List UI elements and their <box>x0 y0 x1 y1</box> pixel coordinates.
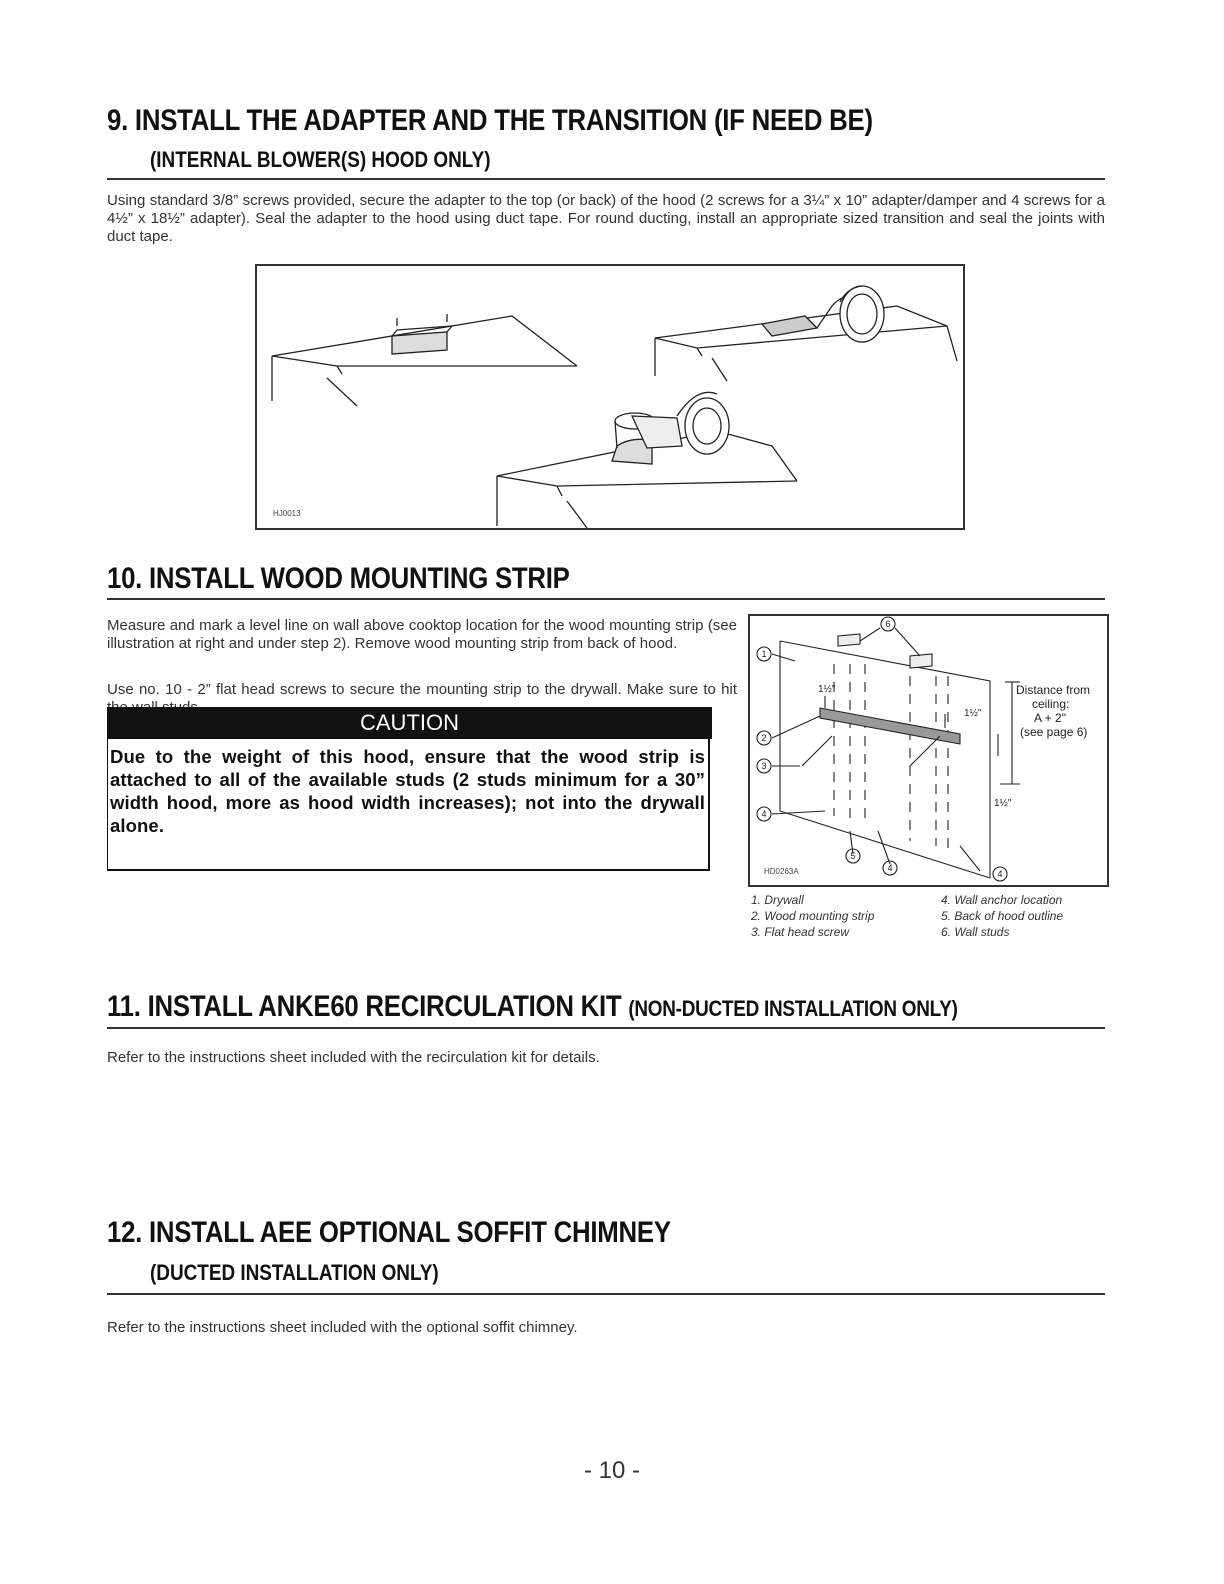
dim-1-5-bottom: 1½" <box>994 798 1012 809</box>
section-10-title: 10. INSTALL WOOD MOUNTING STRIP <box>107 562 570 595</box>
section-9-subtitle: (INTERNAL BLOWER(S) HOOD ONLY) <box>150 147 491 172</box>
section-11-title-main: 11. INSTALL ANKE60 RECIRCULATION KIT <box>107 990 622 1023</box>
legend-item-2: 2. Wood mounting strip <box>751 909 875 923</box>
section-12-title: 12. INSTALL AEE OPTIONAL SOFFIT CHIMNEY <box>107 1216 671 1249</box>
section-11-title <box>107 990 958 1024</box>
legend-col-1 <box>751 892 874 940</box>
distance-label-2: ceiling: <box>1032 697 1070 711</box>
section-11-title-suffix: (NON-DUCTED INSTALLATION ONLY) <box>628 996 958 1021</box>
distance-label-3: A + 2" <box>1034 711 1066 725</box>
dim-1-5-left: 1½" <box>818 684 836 695</box>
legend-item-6: 6. Wall studs <box>941 925 1010 939</box>
section-10-body-2: Use no. 10 - 2” flat head screws to secure the mounting strip to the drywall. Make sure to hit <box>107 681 737 698</box>
section-9-title: 9. INSTALL THE ADAPTER AND THE TRANSITION (IF NEED BE) <box>107 104 873 137</box>
section-11-rule <box>107 1027 1105 1029</box>
callout-2: 2 <box>761 733 767 743</box>
callout-3: 3 <box>761 761 767 771</box>
section-11-body: Refer to the instructions sheet included with the recirculation kit for details. <box>107 1049 600 1066</box>
caution-text: Due to the weight of this hood, ensure that the wood strip is attached to all of the available studs (2 studs minimum for a 30” width hood, more as hood width increases); not into the drywall alone. <box>107 739 710 871</box>
distance-label-4: (see page 6) <box>1020 725 1088 739</box>
distance-label-1: Distance from <box>1016 683 1091 697</box>
adapter-illustration-drawing <box>257 266 963 528</box>
section-10-rule <box>107 598 1105 600</box>
caution-title: CAUTION <box>107 707 712 739</box>
legend-item-1: 1. Drywall <box>751 893 804 907</box>
callout-5: 5 <box>850 851 856 861</box>
section-12-rule <box>107 1293 1105 1295</box>
legend-item-5: 5. Back of hood outline <box>941 909 1064 923</box>
section-12-body: Refer to the instructions sheet included with the optional soffit chimney. <box>107 1319 578 1336</box>
legend-item-4: 4. Wall anchor location <box>941 893 1063 907</box>
callout-1: 1 <box>761 649 767 659</box>
section-10-body-1: Measure and mark a level line on wall above cooktop location for the wood mounting strip (see illustration at right and under step 2). Remove wood mounting strip from back of hood. <box>107 617 737 652</box>
dim-1-5-right: 1½" <box>964 708 982 719</box>
section-9-rule <box>107 178 1105 180</box>
figure-code-10: HD0263A <box>764 867 799 876</box>
legend-col-2 <box>941 892 1063 940</box>
mounting-strip-illustration <box>748 614 1109 887</box>
mounting-strip-drawing <box>750 616 1107 885</box>
section-12-subtitle: (DUCTED INSTALLATION ONLY) <box>150 1260 439 1285</box>
page-number: - 10 - <box>583 1457 640 1484</box>
adapter-illustration <box>255 264 965 530</box>
callout-4: 4 <box>761 809 767 819</box>
callout-4b: 4 <box>887 863 893 873</box>
figure-code-9: HJ0013 <box>273 509 301 518</box>
legend-item-3: 3. Flat head screw <box>751 925 850 939</box>
callout-6: 6 <box>885 619 891 629</box>
section-9-body: Using standard 3/8” screws provided, secure the adapter to the top (or back) of the hood (2 screws for a 3¼” x 10” adapter/damper and 4 screws for a 4½” x 18½” adapter). Seal the adapter to the hood using duct tape. For round ducting, install an appropriate sized transition and seal the joints with duct tape. <box>107 192 1105 245</box>
callout-4c: 4 <box>997 869 1003 879</box>
